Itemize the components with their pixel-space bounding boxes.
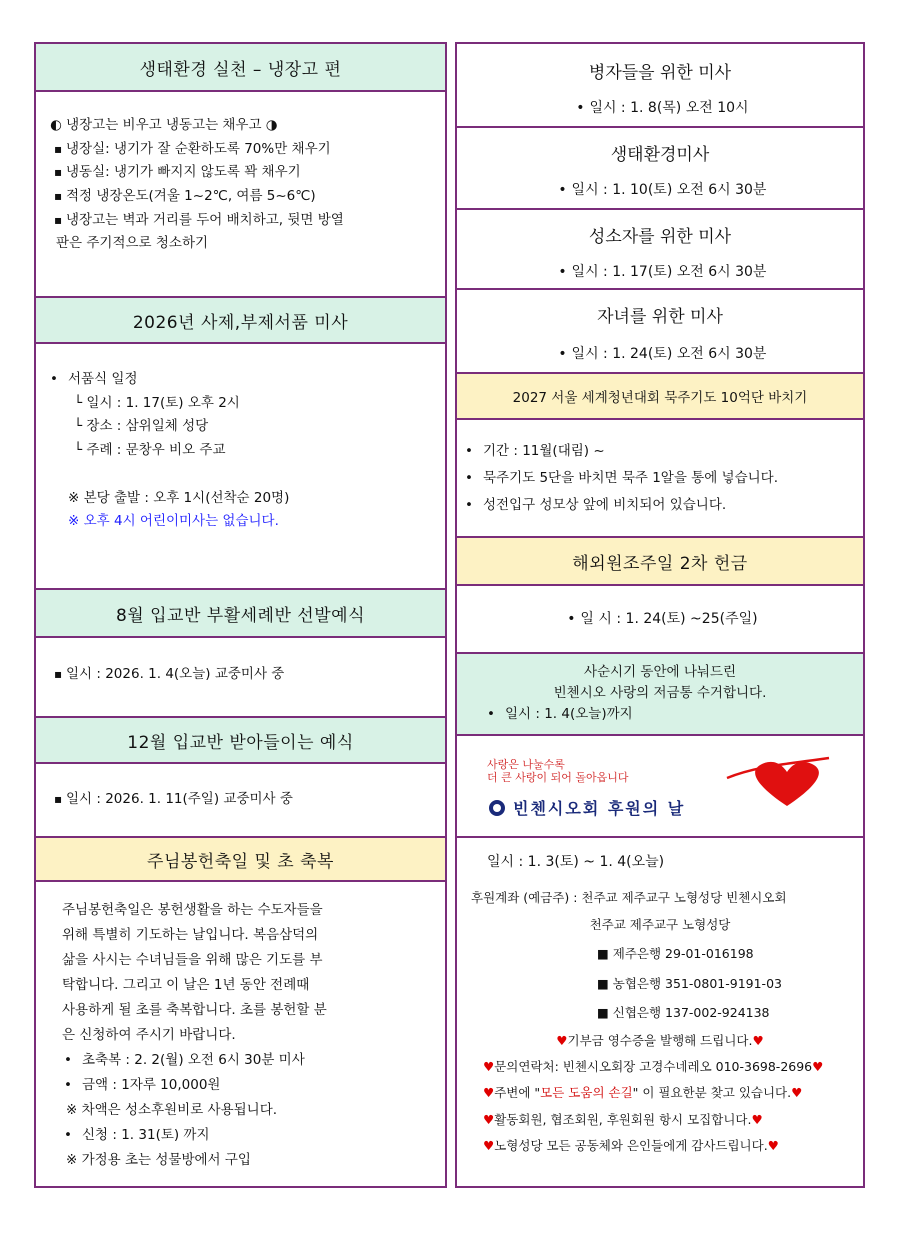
vocation-section <box>457 208 863 288</box>
welcome-item: ▪ 일시 : 2026. 1. 11(주일) 교중미사 중 <box>54 788 445 812</box>
right-column <box>455 42 865 1188</box>
candle-note: ※ 차액은 성소후원비로 사용됩니다. <box>66 1101 278 1118</box>
fridge-item: ▪ 적정 냉장온도(겨울 1~2℃, 여름 5~6℃) <box>50 185 445 209</box>
welcome-title: 12월 입교반 받아들이는 예식 <box>36 716 445 762</box>
candle-title: 주님봉헌축일 및 초 축복 <box>36 836 445 880</box>
candle-bullet: • 초축복 : 2. 2(월) 오전 6시 30분 미사 <box>64 1048 445 1073</box>
banner-slogan-line: 더 큰 사랑이 되어 돌아옵니다 <box>487 771 629 785</box>
heart-icon: ♥ <box>483 1085 495 1101</box>
heart-icon: ♥ <box>812 1058 824 1074</box>
candle-para: 사용하게 될 초를 축복합니다. 초를 봉헌할 분 <box>62 1001 327 1018</box>
fridge-title: 생태환경 실천 – 냉장고 편 <box>36 44 445 90</box>
ordination-date: └ 일시 : 1. 17(토) 오후 2시 <box>74 394 240 411</box>
wyd-item: • 묵주기도 5단을 바치면 묵주 1알을 통에 넣습니다. <box>465 465 863 492</box>
eco-title: 생태환경미사 <box>610 145 710 165</box>
selection-title: 8월 입교반 부활세례반 선발예식 <box>36 588 445 636</box>
fridge-item: ▪ 냉장고는 벽과 거리를 두어 배치하고, 뒷면 방열 <box>50 209 445 233</box>
candle-para: 은 신청하여 주시기 바랍니다. <box>62 1026 236 1043</box>
heart-icon: ♥ <box>483 1111 495 1127</box>
ordination-section <box>36 342 445 588</box>
banner-slogan-line: 사랑은 나눌수록 <box>487 758 565 771</box>
fridge-item-cont: 판은 주기적으로 청소하기 <box>56 235 209 252</box>
eco-item: • 일시 : 1. 10(토) 오전 6시 30분 <box>457 179 863 199</box>
support-contact: ♥문의연락처: 빈첸시오회장 고경수네레오 010-3698-2696♥ <box>483 1058 824 1074</box>
support-receipt: ♥기부금 영수증을 발행해 드립니다.♥ <box>556 1032 764 1048</box>
sick-item: • 일시 : 1. 8(목) 오전 10시 <box>457 97 863 117</box>
ordination-title: 2026년 사제,부제서품 미사 <box>36 296 445 342</box>
mission-section <box>457 584 863 652</box>
banner-slogan <box>487 758 629 784</box>
vincent-banner <box>457 734 863 836</box>
candle-section <box>36 880 445 1186</box>
heart-icon: ♥ <box>791 1085 803 1101</box>
support-bank: ■ 농협은행 351-0801-9191-03 <box>597 975 782 991</box>
ordination-celebrant: └ 주례 : 문창우 비오 주교 <box>74 441 226 458</box>
box-line: 빈첸시오 사랑의 저금통 수거합니다. <box>553 684 767 701</box>
mission-title: 해외원조주일 2차 헌금 <box>457 536 863 584</box>
sick-title: 병자들을 위한 미사 <box>588 63 732 83</box>
mission-item: • 일 시 : 1. 24(토) ~25(주일) <box>457 608 863 628</box>
fridge-item: ▪ 냉장실: 냉기가 잘 순환하도록 70%만 채우기 <box>50 138 445 162</box>
box-section <box>457 652 863 734</box>
support-thanks: ♥노형성당 모든 공동체와 은인들에게 감사드립니다.♥ <box>483 1138 779 1154</box>
support-date: 일시 : 1. 3(토) ~ 1. 4(오늘) <box>487 854 665 870</box>
candle-para: 삶을 사시는 수녀님들을 위해 많은 기도를 부 <box>62 951 323 968</box>
heart-icon: ♥ <box>483 1138 495 1154</box>
ordination-note-blue: ※ 오후 4시 어린이미사는 없습니다. <box>68 513 279 530</box>
ordination-note: ※ 본당 출발 : 오후 1시(선착순 20명) <box>68 489 290 506</box>
heart-icon: ♥ <box>767 1138 779 1154</box>
vocation-item: • 일시 : 1. 17(토) 오전 6시 30분 <box>457 261 863 281</box>
support-account-owner: 천주교 제주교구 노형성당 <box>589 917 731 933</box>
selection-section <box>36 636 445 716</box>
support-section <box>457 836 863 1186</box>
children-item: • 일시 : 1. 24(토) 오전 6시 30분 <box>457 343 863 363</box>
left-column <box>34 42 447 1188</box>
children-section <box>457 288 863 372</box>
candle-para: 위해 특별히 기도하는 날입니다. 복음삼덕의 <box>62 926 319 943</box>
children-title: 자녀를 위한 미사 <box>597 307 723 327</box>
candle-para: 주님봉헌축일은 봉헌생활을 하는 수도자들을 <box>62 902 323 918</box>
support-bank: ■ 신협은행 137-002-924138 <box>597 1005 770 1021</box>
heart-icon: ♥ <box>556 1032 568 1048</box>
box-item: • 일시 : 1. 4(오늘)까지 <box>457 704 863 725</box>
candle-note: ※ 가정용 초는 성물방에서 구입 <box>66 1151 251 1168</box>
box-line: 사순시기 동안에 나눠드린 <box>583 664 737 680</box>
welcome-section <box>36 762 445 836</box>
eco-section <box>457 126 863 208</box>
wyd-item: • 기간 : 11월(대림) ~ <box>465 438 863 465</box>
wyd-section <box>457 418 863 536</box>
support-recruit: ♥활동회원, 협조회원, 후원회원 항시 모집합니다.♥ <box>483 1111 763 1127</box>
candle-para: 탁합니다. 그리고 이 날은 1년 동안 전례때 <box>62 976 310 993</box>
fridge-section <box>36 90 445 296</box>
support-bank: ■ 제주은행 29-01-016198 <box>597 946 754 962</box>
support-neighbor: ♥주변에 "모든 도움의 손길" 이 필요한분 찾고 있습니다.♥ <box>483 1085 803 1101</box>
fridge-item: ▪ 냉동실: 냉기가 빠지지 않도록 꽉 채우기 <box>50 161 445 185</box>
ordination-place: └ 장소 : 삼위일체 성당 <box>74 418 209 435</box>
vincent-logo <box>457 736 863 836</box>
sick-section <box>457 44 863 126</box>
heart-icon: ♥ <box>752 1032 764 1048</box>
candle-bullet: • 금액 : 1자루 10,000원 <box>64 1073 445 1098</box>
heart-icon: ♥ <box>751 1111 763 1127</box>
wyd-item: • 성전입구 성모상 앞에 비치되어 있습니다. <box>465 492 863 519</box>
support-account-label: 후원계좌 (예금주) : 천주교 제주교구 노형성당 빈첸시오회 <box>471 889 787 905</box>
ordination-bullet: • 서품식 일정 <box>50 368 445 392</box>
wyd-title: 2027 서울 세계청년대회 묵주기도 10억단 바치기 <box>457 372 863 418</box>
fridge-headline: ◐ 냉장고는 비우고 냉동고는 채우고 ◑ <box>50 117 278 133</box>
candle-bullet: • 신청 : 1. 31(토) 까지 <box>64 1123 445 1148</box>
heart-icon: ♥ <box>483 1058 495 1074</box>
vocation-title: 성소자를 위한 미사 <box>588 227 732 247</box>
banner-name: 빈첸시오회 후원의 날 <box>513 799 686 818</box>
selection-item: ▪ 일시 : 2026. 1. 4(오늘) 교중미사 중 <box>54 663 445 687</box>
